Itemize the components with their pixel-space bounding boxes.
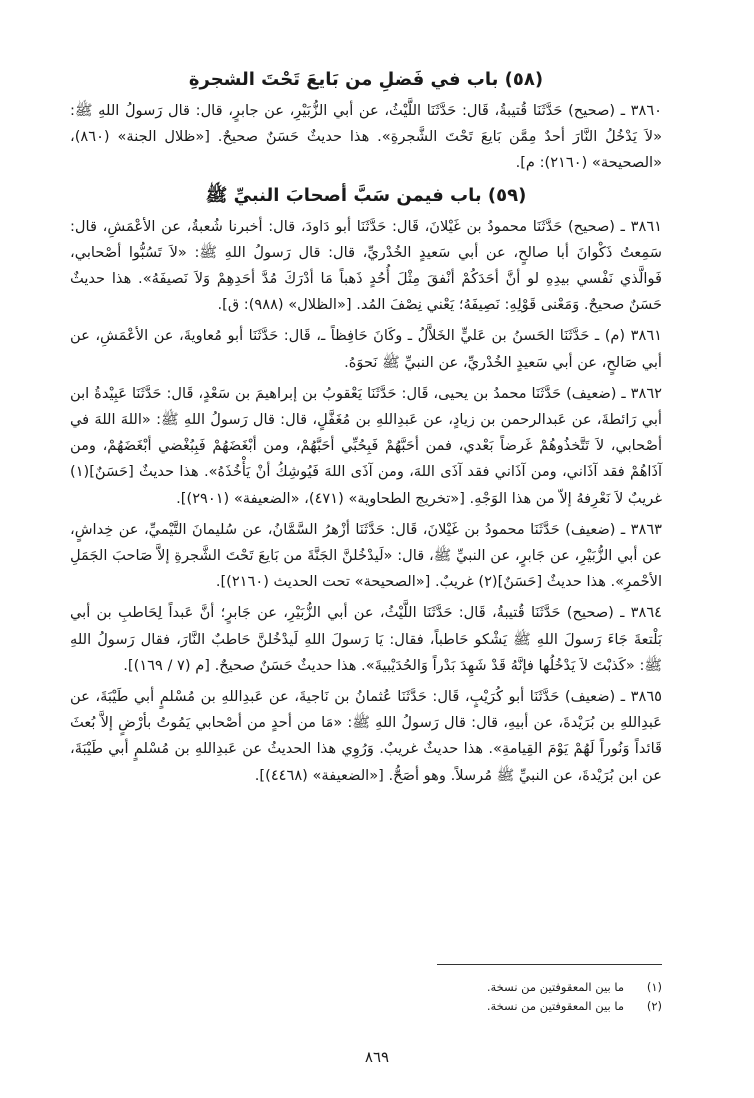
page-number: ٨٦٩ <box>364 1048 390 1066</box>
footnote-1 <box>70 978 662 997</box>
footnote-text: ما بين المعقوفتين من نسخة. <box>486 999 624 1013</box>
chapter-heading-58: (٥٨) باب في فَضلِ من بَايعَ تَحْتَ الشجرةِ <box>188 69 544 90</box>
hadith-3863: ٣٨٦٣ ـ (ضعيف) حَدَّثَنَا محمودُ بن غَيْلانَ، قَال: حَدَّثَنَا أزْهرُ السَّمَّانُ، عن سُليمانَ التَّيْميِّ، عن خِداشٍ، عن أبي الزُّبَيْرِ، عن جَابرٍ، عن النبيِّ ﷺ، قال: «لَيدْخُلنَّ الجَنَّةَ من بَايعَ تَحْتَ الشَّجرةِ إلاَّ صَاحبَ الجَمَلِ الأحْمرِ». هذا حديثٌ [حَسَنٌ](٢) غريبٌ. [«الصحيحة» تحت الحديث (٢١٦٠)]. <box>70 520 662 591</box>
footnote-text: ما بين المعقوفتين من نسخة. <box>486 980 624 994</box>
hadith-3861-m: ٣٨٦١ (م) ـ حَدَّثَنَا الحَسنُ بن عَليٍّ الخَلاَّلُ ـ وكَانَ حَافِظاً ـ، قَال: حَدَّثَنَا أبو مُعاويةَ، عن الأعْمَشِ، عن أبي صَالحٍ، عن أبي سَعيدٍ الخُدْريِّ، عن النبيِّ ﷺ نَحوَهُ. <box>70 327 662 371</box>
footnotes <box>70 978 662 1016</box>
hadith-3864: ٣٨٦٤ ـ (صحيح) حَدَّثَنَا قُتيبةُ، قَال: حَدَّثَنَا اللَّيْثُ، عن أبي الزُّبَيْرِ، عن جَابرٍ؛ أنَّ عَبداً لِحَاطبِ بن أبي بَلْتعةَ جَاءَ رَسولَ اللهِ ﷺ يَشْكو حَاطباً، فقال: يَا رَسولَ اللهِ لَيدْخُلنَّ حَاطبٌ النَّارَ، فقال رَسولُ اللهِ ﷺ: «كَذبْتَ لاَ يَدْخُلُها فإنَّهُ قَدْ شَهِدَ بَدْراً وَالحُدَيْبيةَ». هذا حديثٌ حَسَنٌ صحيحٌ. [م (٧ / ١٦٩)]. <box>70 604 662 674</box>
hadith-3861: ٣٨٦١ ـ (صحيح) حَدَّثَنَا محمودُ بن غَيْلانَ، قَال: حَدَّثَنَا أبو دَاودَ، قال: أخبرنا شُعبةُ، عن الأعْمَشِ، قال: سَمِعتُ ذَكْوانَ أبا صالحٍ، عن أبي سَعيدٍ الخُدْريِّ، قال: قال رَسولُ اللهِ ﷺ: «لاَ تَسُبُّوا أصْحابي، فَوالَّذي نَفْسي بيدِهِ لو أنَّ أحَدَكُمْ أنْفقَ مِثْلَ أُحُدٍ ذَهباً مَا أدْرَكَ مُدَّ أحَدِهِمْ وَلاَ نَصيفَهُ». هذا حديثٌ حَسَنٌ صحيحٌ. وَمَعْنى قَوْلِهِ: نَصِيفَهُ؛ يَعْني نِصْفَ المُد. [«الظلال» (٩٨٨): ق]. <box>70 217 662 314</box>
chapter-heading-59: (٥٩) باب فيمن سَبَّ أصحابَ النبيِّ ﷺ <box>205 184 527 206</box>
footnote-number: (٢) <box>646 999 662 1013</box>
hadith-3860: ٣٨٦٠ ـ (صحيح) حَدَّثَنَا قُتيبةُ، قَال: حَدَّثَنَا اللَّيْثُ، عن أبي الزُّبَيْرِ، عن جابرٍ، قال: قال رَسولُ اللهِ ﷺ: «لاَ يَدْخُلُ النَّارَ أحدٌ مِمَّن بَايعَ تَحْتَ الشَّجرةِ». هذا حديثٌ حَسَنٌ صحيحٌ. [«ظلال الجنة» (٨٦٠)، «الصحيحة» (٢١٦٠): م]. <box>70 102 662 172</box>
footnote-number: (١) <box>646 980 662 994</box>
hadith-3865: ٣٨٦٥ ـ (ضعيف) حَدَّثَنَا أبو كُرَيْبٍ، قَال: حَدَّثَنَا عُثمانُ بن نَاجيةَ، عن عَبدِاللهِ بن مُسْلمٍ أبي طَيْبَةَ، عن عَبدِاللهِ بن بُرَيْدةَ، عن أبيهِ، قال: قال رَسولُ اللهِ ﷺ: «مَا من أحدٍ من أصْحابي يَمُوتُ بأرْضٍ إلاَّ بُعثَ قَائداً وَنُوراً لَهُمْ يَوْمَ القِيامةِ». هذا حديثٌ غريبٌ. وَرُوِي هذا الحديثُ عن عَبدِاللهِ بن مُسْلمٍ أبي طَيْبَةَ، عن ابن بُرَيْدةَ، عن النبيِّ ﷺ مُرسلاً. وهو أصَحُّ. [«الضعيفة» (٤٤٦٨)]. <box>70 688 662 784</box>
footnote-divider <box>437 964 662 965</box>
hadith-3862: ٣٨٦٢ ـ (ضعيف) حَدَّثَنَا محمدُ بن يحيى، قَال: حَدَّثَنَا يَعْقوبُ بن إبراهيمَ بن سَعْدٍ، قَال: حَدَّثَنَا عَبِيْدةُ ابن أبي رَائطةَ، عن عَبدالرحمن بن زيادٍ، عن عَبدِاللهِ بن مُغَفَّلٍ، قال: قال رَسولُ اللهِ ﷺ: «اللهَ اللهَ في أصْحابي، لاَ تَتَّخذُوهُمْ غَرضاً بَعْدي، فمن أحَبَّهُمْ فَبِحُبِّي أحَبَّهُمْ، ومن أبْغَضَهُمْ فَبِبُغْضي أبْغَضَهُمْ، ومن آذَاهُمْ فقد آذَاني، ومن آذَاني فقد آذَى اللهَ، ومن آذَى اللهَ فَيُوشِكُ أنْ يَأْخُذَهُ». هذا حديثٌ [حَسَنٌ](١) غريبٌ لاَ نَعْرِفهُ إلاّ من هذا الوَجْهِ. [«تخريج الطحاوية» (٤٧١)، «الضعيفة» (٢٩٠١)]. <box>70 384 662 507</box>
footnote-2 <box>70 997 662 1016</box>
